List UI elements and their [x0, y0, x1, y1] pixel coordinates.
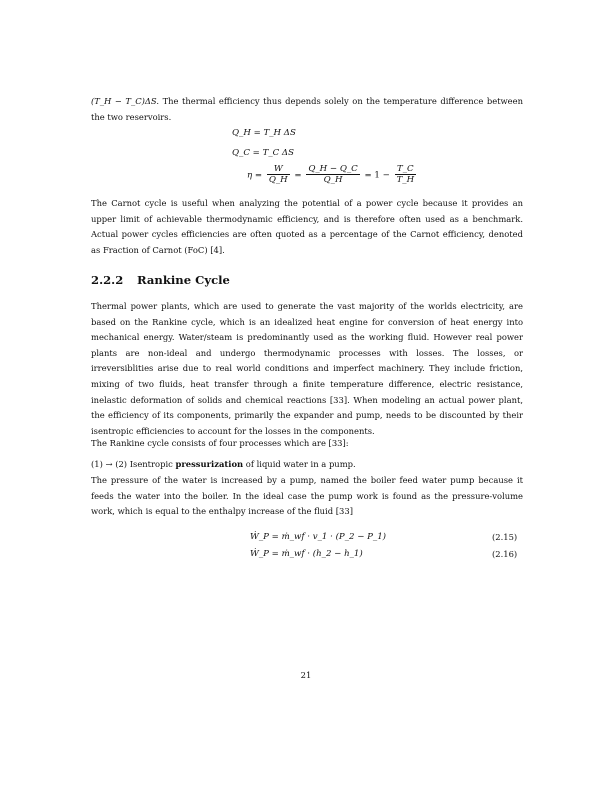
equation-qc — [232, 148, 294, 158]
section-number: 2.2.2 — [91, 273, 124, 287]
rankine-paragraph: Thermal power plants, which are used to generate the vast majority of the worlds electricity, are based on the Rankine cycle, which is an idealized heat engine for conversion of heat energy into mechanical energy. Water/steam is predominantly used as the working fluid. However real power plants are non-ideal and undergo thermodynamic processes with losses. The losses, or irreversiblities arise due to real world conditions and imperfect machinery. They include friction, mixing of two fluids, heat transfer through a finite temperature difference, electric resistance, inelastic deformation of solids and chemical reactions [33]. When modeling an actual power plant, the efficiency of its components, primarily the expander and pump, needs to be discounted by their isentropic efficiencies to account for the losses in the components. — [91, 301, 523, 436]
intro-math: (T_H − T_C)ΔS. — [91, 96, 160, 106]
equation-number-2-16: (2.16) — [492, 549, 518, 559]
processes-intro: The Rankine cycle consists of four processes which are [33]: — [91, 438, 349, 448]
equation-2-15: Ẇ_P = ṁ_wf · v_1 · (P_2 − P_1) — [250, 532, 387, 542]
frac-num-w: W — [267, 164, 290, 175]
equation-2-16: Ẇ_P = ṁ_wf · (h_2 − h_1) — [250, 549, 363, 559]
equation-qc-text: Q_C = T_C ΔS — [232, 148, 295, 158]
frac-den-qh: Q_H — [268, 175, 288, 185]
pump-paragraph: The pressure of the water is increased by a pump, named the boiler feed water pump because it feeds the water into the boiler. In the ideal case the pump work is found as the pressure-volume work, which is equal to the enthalpy increase of the fluid [33] — [91, 475, 523, 517]
frac-den-th: T_H — [396, 175, 415, 185]
one-minus: = 1 − — [364, 170, 390, 181]
intro-paragraph — [91, 94, 523, 125]
process-1-prefix: (1) → (2) Isentropic — [91, 459, 176, 469]
fraction-w-over-qh — [267, 164, 290, 186]
intro-text: The thermal efficiency thus depends solely on the temperature difference between the two reservoirs. — [91, 96, 523, 122]
fraction-qh-minus-qc — [306, 164, 359, 186]
equation-qh — [232, 128, 296, 138]
section-heading — [91, 273, 230, 287]
frac-num-qh-qc: Q_H − Q_C — [308, 164, 358, 174]
process-1-suffix: of liquid water in a pump. — [243, 459, 356, 469]
fraction-tc-over-th — [395, 164, 417, 186]
equation-number-2-15: (2.15) — [492, 532, 518, 542]
carnot-paragraph: The Carnot cycle is useful when analyzing the potential of a power cycle because it provides an upper limit of achievable thermodynamic efficiency, and is therefore often used as a benchmark. Actual power cycles efficiencies are often quoted as a percentage of the Carnot efficiency, denoted as Fraction of Carnot (FoC) [4]. — [91, 198, 523, 255]
section-title: Rankine Cycle — [137, 273, 230, 287]
equation-qh-text: Q_H = T_H ΔS — [232, 128, 296, 138]
equation-eta: η = $\frac{W}{Q\_H}$ = $\frac{Q\_H - Q\_C}{Q\_H}$ = 1 − $\frac{T\_C}{T\_H}$ — [247, 164, 415, 185]
eta-lhs: η = — [247, 170, 263, 181]
process-1-line — [91, 457, 523, 473]
frac-den-qh2: Q_H — [323, 175, 343, 185]
process-1-bold: pressurization — [175, 459, 244, 469]
frac-num-tc: T_C — [395, 164, 417, 175]
page-number: 21 — [300, 670, 312, 680]
